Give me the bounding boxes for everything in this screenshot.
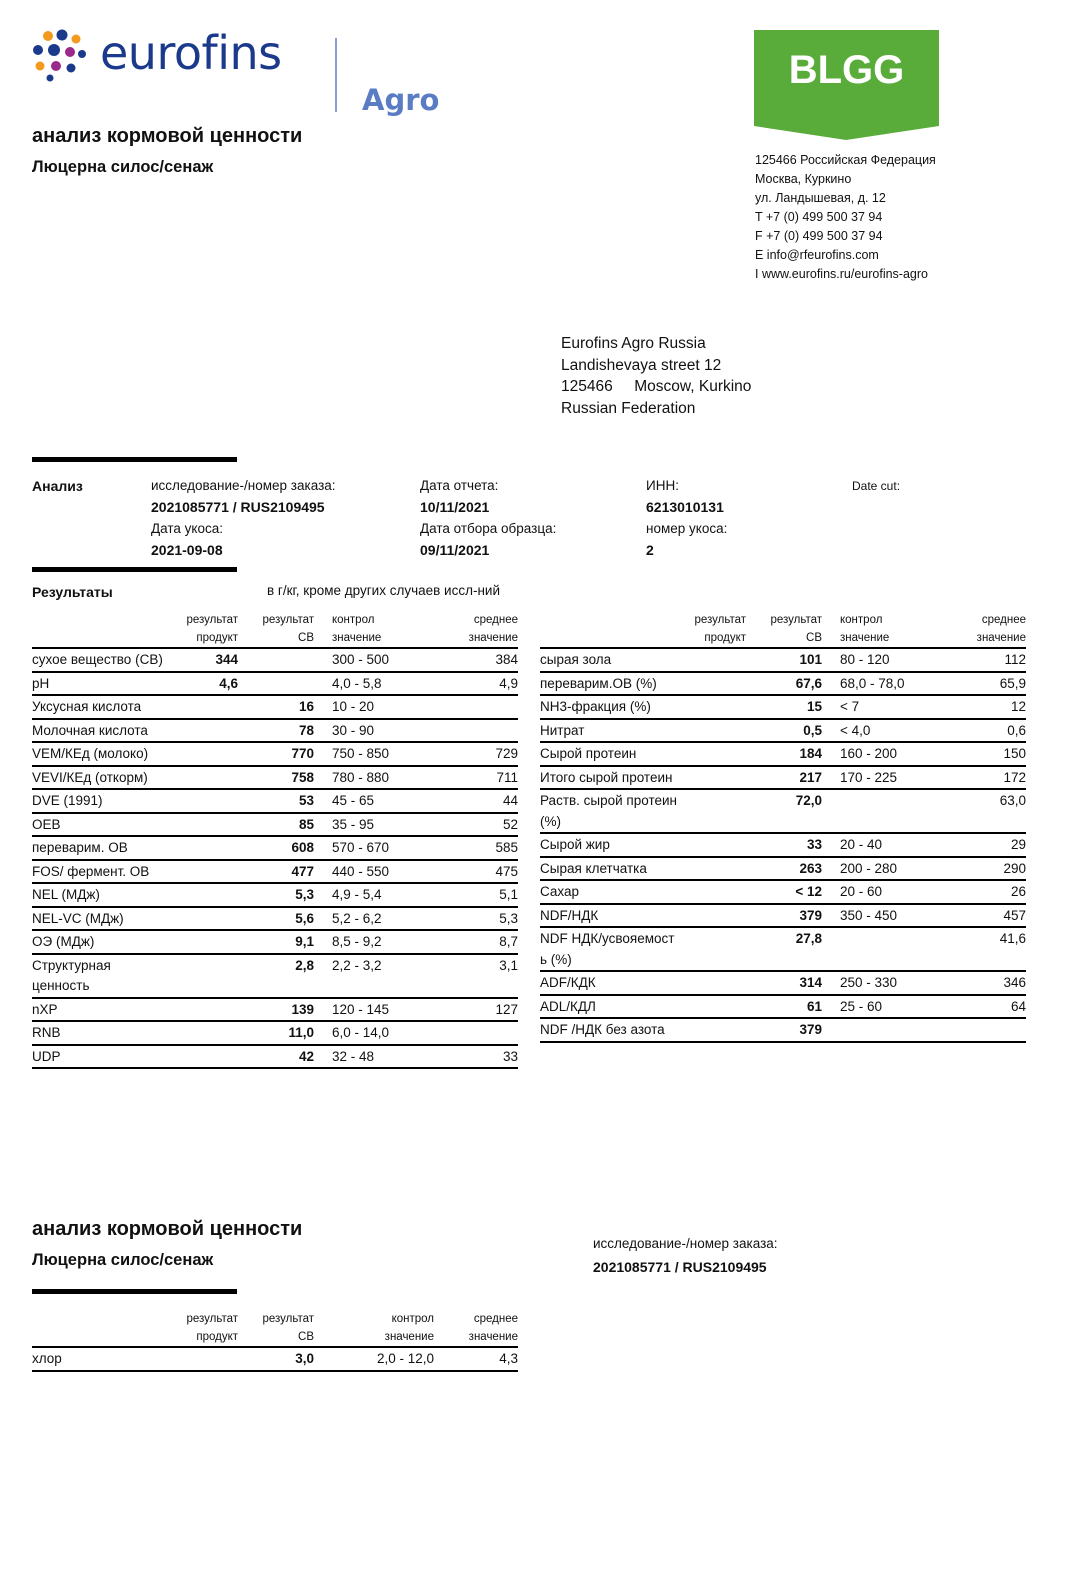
eurofins-dots-logo-icon [30,28,88,82]
agro-brand-text: Agro [362,83,440,117]
cell-average: 26 [934,880,1026,904]
blgg-logo-text: BLGG [788,48,905,92]
table-header-row [32,1310,518,1347]
cell-product [170,930,238,954]
col-header-product: результат продукт [170,611,238,648]
cell-dm: 0,5 [746,719,822,743]
cell-dm: 379 [746,904,822,928]
table-row [540,833,1026,857]
table-header-row [540,611,1026,648]
cell-product [170,1045,238,1069]
cell-control: 20 - 60 [822,880,934,904]
cell-dm: 758 [238,766,314,790]
table-row [32,742,518,766]
col-header-dm: результат СВ [238,611,314,648]
cell-average: 63,0 [934,789,1026,833]
cell-dm: 15 [746,695,822,719]
cell-product [678,971,746,995]
cell-control: 68,0 - 78,0 [822,672,934,696]
cell-product [678,695,746,719]
cell-name: VEM/КЕд (молоко) [32,742,170,766]
cell-product [678,766,746,790]
cell-control: 10 - 20 [314,695,426,719]
table-row [540,742,1026,766]
cell-control: 200 - 280 [822,857,934,881]
page2-subtitle: Люцерна силос/сенаж [32,1251,214,1269]
report-subtitle: Люцерна силос/сенаж [32,158,214,176]
report-date-value: 10/11/2021 [420,499,490,515]
cell-control: < 4,0 [822,719,934,743]
cell-product [170,742,238,766]
table-row [32,719,518,743]
cell-dm: 67,6 [746,672,822,696]
cell-name: Структурная ценность [32,954,170,998]
cell-average: 52 [426,813,518,837]
inn-label: ИНН: [646,478,679,493]
col-header-name [32,1310,170,1347]
cell-name: Молочная кислота [32,719,170,743]
cell-name: Нитрат [540,719,678,743]
cell-name: Сырой протеин [540,742,678,766]
cell-dm: 9,1 [238,930,314,954]
cell-product [170,1347,238,1371]
results-table-left [32,611,518,1069]
cell-dm: 61 [746,995,822,1019]
cell-dm: 477 [238,860,314,884]
page2-order-label: исследование-/номер заказа: [593,1236,778,1251]
cell-name: сырая зола [540,648,678,672]
cell-control: 750 - 850 [314,742,426,766]
recipient-line: Russian Federation [561,399,696,417]
cell-name: NEL-VC (МДж) [32,907,170,931]
col-header-control: контрол значение [314,611,426,648]
section-divider [32,567,237,572]
cell-product [678,719,746,743]
cell-product [678,995,746,1019]
lab-address-line: Москва, Куркино [755,172,852,186]
col-header-control: контрол значение [314,1310,434,1347]
cell-name: nXP [32,998,170,1022]
table-row [32,672,518,696]
cell-average [426,1021,518,1045]
cell-average: 290 [934,857,1026,881]
cell-product [678,880,746,904]
section-divider [32,1289,237,1294]
cell-name: Итого сырой протеин [540,766,678,790]
sample-date-value: 09/11/2021 [420,542,490,558]
table-row [540,927,1026,971]
cell-product [170,860,238,884]
cell-control: 120 - 145 [314,998,426,1022]
section-divider [32,457,237,462]
order-value: 2021085771 / RUS2109495 [151,499,325,515]
cell-name: хлор [32,1347,170,1371]
table-row [540,672,1026,696]
recipient-line: 125466 Moscow, Kurkino [561,378,752,395]
table-row [32,789,518,813]
cell-average [934,1018,1026,1042]
table-row [540,719,1026,743]
date-cut-label: Date cut: [852,479,901,493]
cell-name: NDF /НДК без азота [540,1018,678,1042]
col-header-name [32,611,170,648]
cell-average: 585 [426,836,518,860]
cell-name: NDF НДК/усвояемост ь (%) [540,927,678,971]
cell-product [678,672,746,696]
cell-product [678,1018,746,1042]
cell-name: Раств. сырой протеин (%) [540,789,678,833]
cell-name: ADF/КДК [540,971,678,995]
cell-average: 65,9 [934,672,1026,696]
recipient-line: Landishevaya street 12 [561,356,722,374]
cell-control: 160 - 200 [822,742,934,766]
cell-control: 6,0 - 14,0 [314,1021,426,1045]
cell-dm: 53 [238,789,314,813]
table-row [32,648,518,672]
cell-control: 4,0 - 5,8 [314,672,426,696]
cell-dm: 5,3 [238,883,314,907]
cell-dm: 27,8 [746,927,822,971]
cell-product [678,742,746,766]
page2-title: анализ кормовой ценности [32,1218,303,1240]
blgg-logo [754,30,939,140]
cell-dm: 184 [746,742,822,766]
cell-average: 8,7 [426,930,518,954]
cell-name: Сырой жир [540,833,678,857]
cell-name: переварим.ОВ (%) [540,672,678,696]
table-row [32,766,518,790]
cell-average: 5,3 [426,907,518,931]
cell-control: 35 - 95 [314,813,426,837]
cell-average: 4,3 [434,1347,518,1371]
cell-dm: 85 [238,813,314,837]
cell-product [170,954,238,998]
cell-name: Сахар [540,880,678,904]
cell-average: 172 [934,766,1026,790]
table-row [32,813,518,837]
cell-product [170,907,238,931]
analysis-section-label: Анализ [32,478,83,494]
table-header-row [32,611,518,648]
cut-number-label: номер укоса: [646,521,728,536]
results-table-right [540,611,1026,1043]
table-row [32,1045,518,1069]
cell-control: 2,2 - 3,2 [314,954,426,998]
cell-average: 4,9 [426,672,518,696]
cell-name: NDF/НДК [540,904,678,928]
lab-address-line: ул. Ландышевая, д. 12 [755,191,886,205]
page2-order-value: 2021085771 / RUS2109495 [593,1259,767,1275]
cell-product: 4,6 [170,672,238,696]
cell-control [822,1018,934,1042]
table-row [540,995,1026,1019]
cell-name: ОЭ (МДж) [32,930,170,954]
cell-product [170,836,238,860]
cell-name: Сырая клетчатка [540,857,678,881]
cell-control: 30 - 90 [314,719,426,743]
cell-name: DVE (1991) [32,789,170,813]
cell-control: 5,2 - 6,2 [314,907,426,931]
cell-control: 300 - 500 [314,648,426,672]
cell-dm: 72,0 [746,789,822,833]
cell-product [678,648,746,672]
cut-date-value: 2021-09-08 [151,542,223,558]
cell-control: 440 - 550 [314,860,426,884]
table-row [32,1347,518,1371]
lab-address-line: 125466 Российская Федерация [755,153,936,167]
cell-dm: 379 [746,1018,822,1042]
cell-control: 80 - 120 [822,648,934,672]
cell-dm [238,648,314,672]
results-table-page2 [32,1310,518,1372]
cell-name: UDP [32,1045,170,1069]
table-row [32,998,518,1022]
logo-divider [335,38,337,112]
cell-product [170,789,238,813]
cell-average: 150 [934,742,1026,766]
cell-average: 729 [426,742,518,766]
col-header-average: среднее значение [934,611,1026,648]
cell-control: 2,0 - 12,0 [314,1347,434,1371]
table-row [32,836,518,860]
col-header-average: среднее значение [426,611,518,648]
cell-name: NEL (МДж) [32,883,170,907]
cell-name: VEVI/КЕд (откорм) [32,766,170,790]
report-title: анализ кормовой ценности [32,125,303,147]
cell-name: OEB [32,813,170,837]
cell-dm: 217 [746,766,822,790]
cell-dm: 263 [746,857,822,881]
table-row [32,930,518,954]
lab-email: E info@rfeurofins.com [755,248,879,262]
lab-fax: F +7 (0) 499 500 37 94 [755,229,883,243]
col-header-average: среднее значение [434,1310,518,1347]
lab-address [755,151,936,284]
blgg-logo-notch [754,126,939,140]
cell-product [170,998,238,1022]
cell-name: NH3-фракция (%) [540,695,678,719]
cell-dm [238,672,314,696]
cell-product [678,833,746,857]
cell-control: 780 - 880 [314,766,426,790]
cell-average: 457 [934,904,1026,928]
col-header-product: результат продукт [678,611,746,648]
cell-control: 32 - 48 [314,1045,426,1069]
cell-average: 346 [934,971,1026,995]
cell-dm: 33 [746,833,822,857]
cell-product [678,789,746,833]
col-header-control: контрол значение [822,611,934,648]
order-label: исследование-/номер заказа: [151,478,336,493]
cell-control: 25 - 60 [822,995,934,1019]
cell-average: 12 [934,695,1026,719]
sample-date-label: Дата отбора образца: [420,521,557,536]
cell-average: 475 [426,860,518,884]
cell-control: 350 - 450 [822,904,934,928]
cell-control: < 7 [822,695,934,719]
table-row [540,695,1026,719]
cell-product: 344 [170,648,238,672]
cell-dm: 101 [746,648,822,672]
cell-dm: 314 [746,971,822,995]
cell-name: FOS/ фермент. ОВ [32,860,170,884]
report-date-label: Дата отчета: [420,478,499,493]
cell-control: 570 - 670 [314,836,426,860]
col-header-name [540,611,678,648]
cell-dm: 16 [238,695,314,719]
col-header-product: результат продукт [170,1310,238,1347]
cell-average: 5,1 [426,883,518,907]
lab-phone: T +7 (0) 499 500 37 94 [755,210,883,224]
cell-name: ADL/КДЛ [540,995,678,1019]
cell-average: 384 [426,648,518,672]
cell-dm: 139 [238,998,314,1022]
cell-average: 41,6 [934,927,1026,971]
table-row [32,883,518,907]
table-row [32,695,518,719]
cell-average: 64 [934,995,1026,1019]
cell-dm: 2,8 [238,954,314,998]
cell-name: RNB [32,1021,170,1045]
eurofins-brand-text: eurofins [100,26,282,80]
col-header-dm: результат СВ [238,1310,314,1347]
cell-name: Уксусная кислота [32,695,170,719]
cell-product [170,813,238,837]
cell-average: 112 [934,648,1026,672]
cell-name: сухое вещество (СВ) [32,648,170,672]
cell-control: 20 - 40 [822,833,934,857]
recipient-line: Eurofins Agro Russia [561,335,706,352]
eurofins-logo [30,26,440,117]
table-row [32,954,518,998]
cell-control: 8,5 - 9,2 [314,930,426,954]
cell-control [822,789,934,833]
cell-name: переварим. ОВ [32,836,170,860]
table-row [32,907,518,931]
col-header-dm: результат СВ [746,611,822,648]
table-row [32,1021,518,1045]
cell-dm: 608 [238,836,314,860]
cell-average: 711 [426,766,518,790]
cell-average: 0,6 [934,719,1026,743]
cell-average: 3,1 [426,954,518,998]
recipient-address [561,333,751,419]
cell-product [170,1021,238,1045]
cell-average: 127 [426,998,518,1022]
cell-control: 170 - 225 [822,766,934,790]
cell-product [170,719,238,743]
table-row [540,1018,1026,1042]
cell-dm: 42 [238,1045,314,1069]
cell-average: 33 [426,1045,518,1069]
cell-product [170,695,238,719]
cell-dm: < 12 [746,880,822,904]
table-row [540,880,1026,904]
lab-website: I www.eurofins.ru/eurofins-agro [755,267,928,281]
cut-date-label: Дата укоса: [151,521,223,536]
cell-dm: 3,0 [238,1347,314,1371]
cell-product [678,857,746,881]
cell-product [170,766,238,790]
table-row [32,860,518,884]
cell-dm: 770 [238,742,314,766]
table-row [540,971,1026,995]
table-row [540,857,1026,881]
cell-average: 29 [934,833,1026,857]
cell-average [426,695,518,719]
cell-average: 44 [426,789,518,813]
cut-number-value: 2 [646,542,654,558]
table-row [540,789,1026,833]
cell-dm: 78 [238,719,314,743]
cell-dm: 11,0 [238,1021,314,1045]
cell-control [822,927,934,971]
inn-value: 6213010131 [646,499,724,515]
cell-control: 4,9 - 5,4 [314,883,426,907]
table-row [540,648,1026,672]
cell-product [170,883,238,907]
cell-control: 250 - 330 [822,971,934,995]
units-note: в г/кг, кроме других случаев иссл-ний [267,583,500,598]
cell-dm: 5,6 [238,907,314,931]
cell-product [678,904,746,928]
cell-control: 45 - 65 [314,789,426,813]
cell-name: pH [32,672,170,696]
cell-average [426,719,518,743]
table-row [540,904,1026,928]
results-section-label: Результаты [32,584,113,600]
cell-product [678,927,746,971]
table-row [540,766,1026,790]
